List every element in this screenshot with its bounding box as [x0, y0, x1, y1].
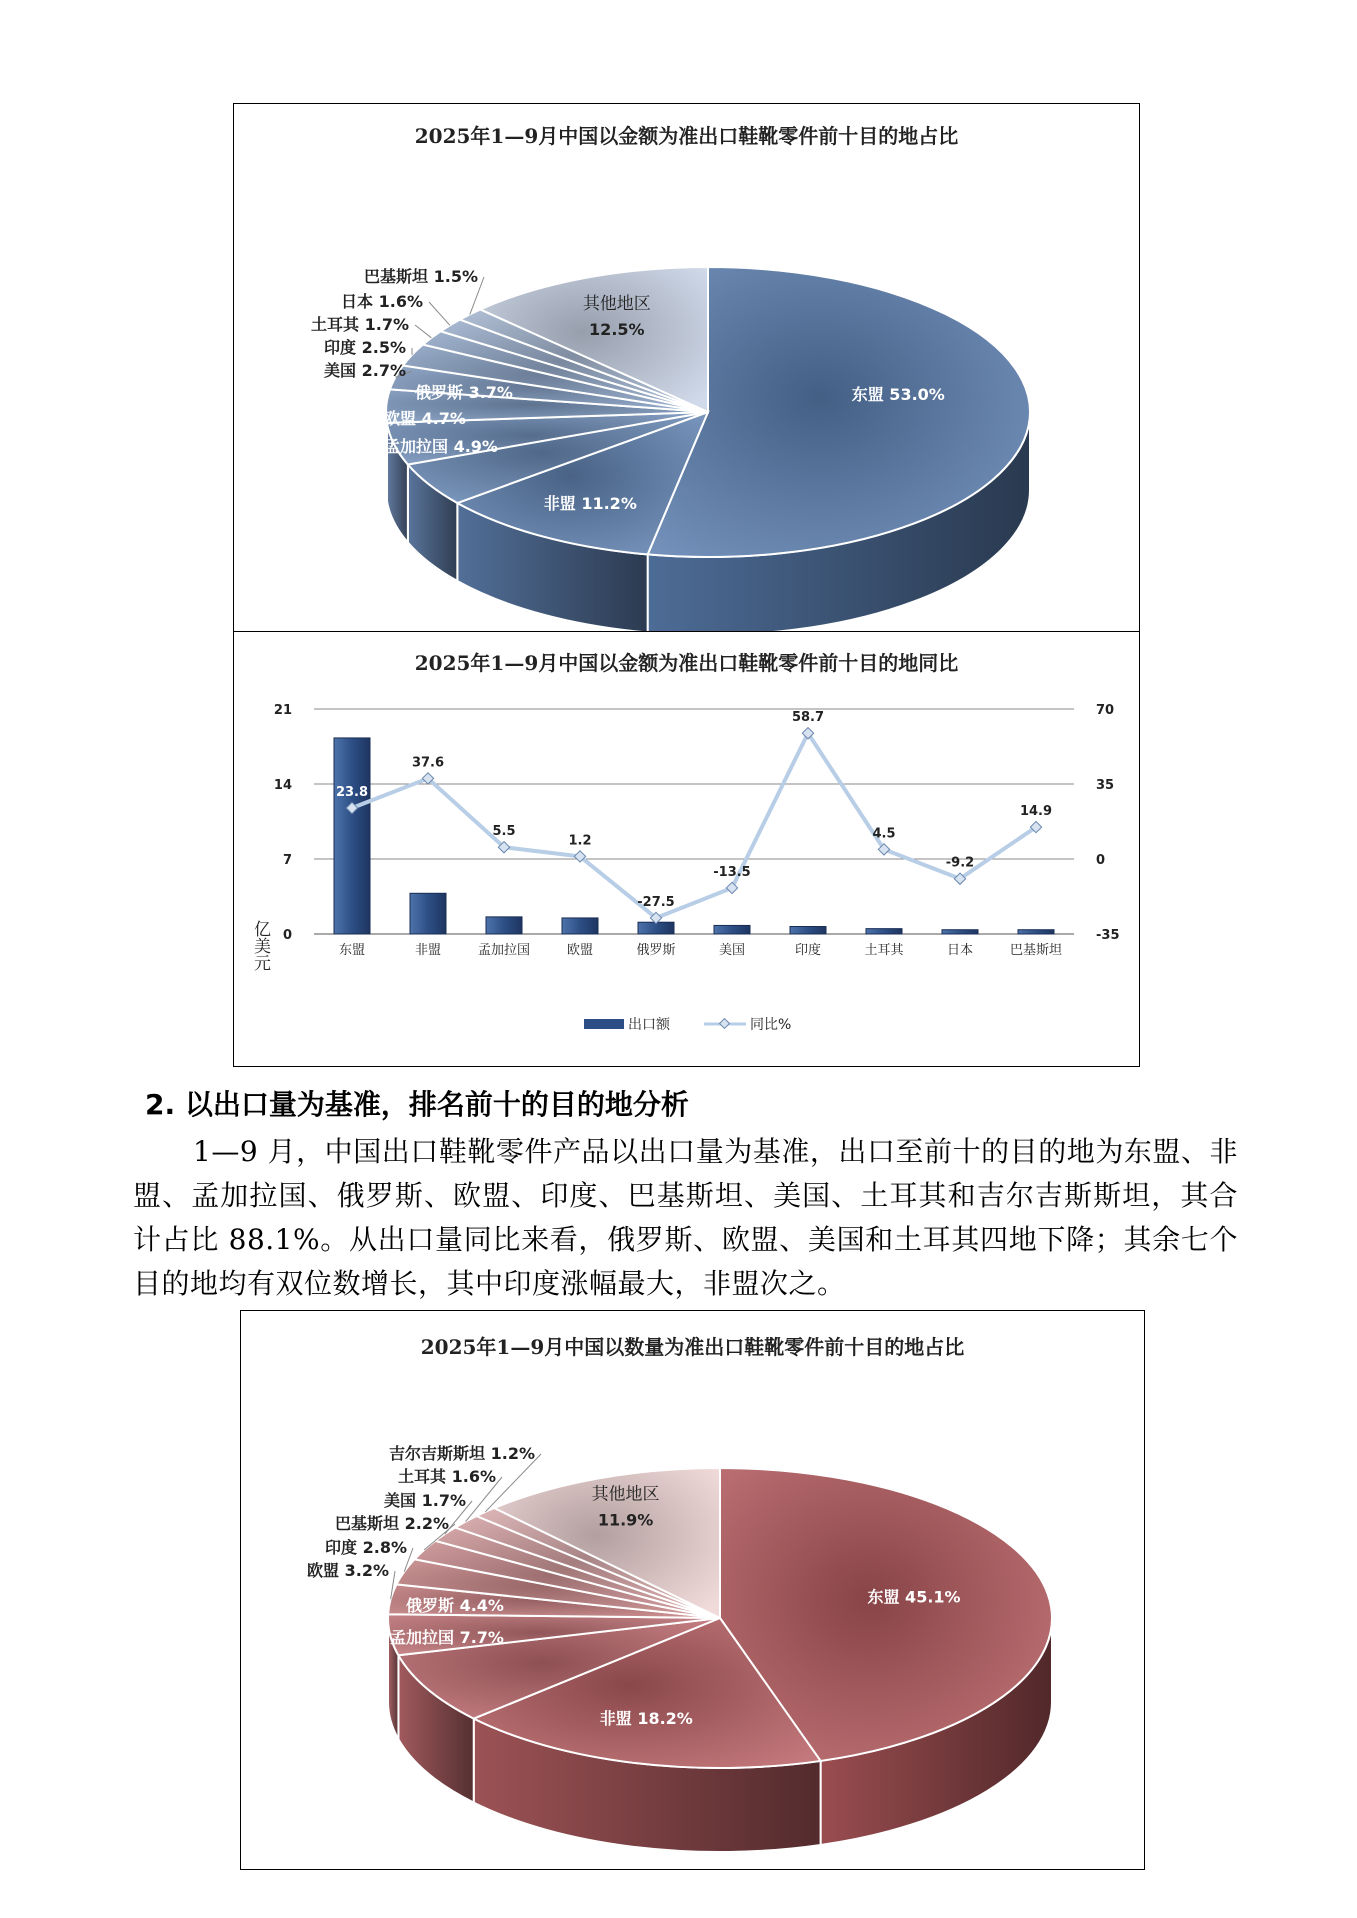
pie-label-东盟: 东盟 45.1%	[867, 1587, 961, 1607]
pie-label-巴基斯坦: 巴基斯坦 1.5%	[364, 267, 478, 286]
yoy-label-美国: -13.5	[713, 864, 751, 880]
other-region-label: 其他地区	[582, 293, 651, 314]
bar-孟加拉国	[486, 917, 522, 934]
pie-label-孟加拉国: 孟加拉国 7.7%	[390, 1628, 504, 1647]
chart2-frame	[233, 631, 1140, 1067]
chart2-title: 2025年1—9月中国以金额为准出口鞋靴零件前十目的地同比	[414, 651, 959, 675]
chart1-pie	[234, 132, 1138, 632]
analysis-paragraph: 1—9 月，中国出口鞋靴零件产品以出口量为基准，出口至前十的目的地为东盟、非盟、孟加拉国、俄罗斯、欧盟、印度、巴基斯坦、美国、土耳其和吉尔吉斯斯坦，其合计占比 88.1%。从出口量同比来看，俄罗斯、欧盟、美国和土耳其四地下降；其余七个目的地均有双位数增长，其中印度涨幅最大，非盟次之。	[133, 1135, 1238, 1300]
pie-label-孟加拉国: 孟加拉国 4.9%	[384, 437, 498, 456]
bar-东盟	[334, 738, 370, 934]
other-region-label: 其他地区	[591, 1484, 660, 1505]
pie-label-土耳其: 土耳其 1.7%	[311, 315, 409, 334]
x-tick-印度: 印度	[794, 943, 822, 958]
pie-label-吉尔吉斯斯坦: 吉尔吉斯斯坦 1.2%	[389, 1444, 535, 1463]
yoy-label-东盟: 23.8	[335, 785, 369, 800]
y-right-tick: 70	[1096, 703, 1115, 718]
y-left-tick: 21	[273, 703, 292, 718]
pie-label-印度: 印度 2.8%	[325, 1538, 407, 1557]
pie-label-非盟: 非盟 18.2%	[599, 1708, 693, 1728]
x-tick-土耳其: 土耳其	[864, 943, 904, 958]
pie-label-印度: 印度 2.5%	[324, 338, 406, 357]
leader-line-日本	[429, 302, 450, 325]
chart1-frame	[233, 103, 1140, 633]
legend-bar-label: 出口额	[628, 1017, 670, 1033]
x-tick-非盟: 非盟	[414, 943, 442, 958]
bar-日本	[942, 930, 978, 934]
yoy-label-非盟: 37.6	[411, 755, 445, 771]
pie-label-土耳其: 土耳其 1.6%	[398, 1467, 496, 1486]
pie-label-欧盟: 欧盟 3.2%	[307, 1561, 389, 1580]
y-right-tick: 35	[1096, 778, 1115, 793]
bar-巴基斯坦	[1018, 930, 1054, 934]
yoy-label-孟加拉国: 5.5	[492, 824, 516, 840]
legend	[584, 1016, 791, 1033]
yoy-label-日本: -9.2	[945, 855, 975, 871]
y-left-tick: 14	[273, 778, 292, 793]
pie-label-东盟: 东盟 53.0%	[851, 384, 945, 404]
pie-label-欧盟: 欧盟 4.7%	[384, 409, 466, 428]
y-left-tick: 7	[282, 853, 292, 868]
yoy-label-印度: 58.7	[791, 710, 825, 726]
yoy-label-土耳其: 4.5	[872, 826, 896, 842]
pie-label-巴基斯坦: 巴基斯坦 2.2%	[335, 1514, 449, 1533]
x-tick-美国: 美国	[718, 943, 746, 958]
yoy-label-巴基斯坦: 14.9	[1019, 804, 1053, 820]
y-axis-label: 亿美元	[250, 920, 270, 971]
chart3-frame	[240, 1310, 1145, 1870]
y-left-tick: 0	[282, 928, 292, 943]
x-axis-labels	[339, 942, 1062, 958]
pie-label-美国: 美国 2.7%	[324, 361, 406, 380]
bar-欧盟	[562, 918, 598, 934]
x-tick-孟加拉国: 孟加拉国	[477, 943, 531, 958]
bar-非盟	[410, 893, 446, 934]
pie-label-美国: 美国 1.7%	[384, 1491, 466, 1510]
x-tick-俄罗斯: 俄罗斯	[636, 943, 676, 958]
pie-top-faces	[386, 267, 1030, 557]
bar-土耳其	[866, 929, 902, 934]
x-tick-巴基斯坦: 巴基斯坦	[1009, 943, 1063, 958]
section-heading: 2. 以出口量为基准，排名前十的目的地分析	[145, 1088, 689, 1121]
pie-label-俄罗斯: 俄罗斯 4.4%	[406, 1596, 504, 1615]
chart3-pie	[241, 1341, 1143, 1869]
yoy-line-series	[336, 710, 1052, 923]
bar-美国	[714, 925, 750, 934]
x-tick-日本: 日本	[946, 943, 974, 958]
other-region-value: 12.5%	[589, 319, 645, 339]
pie-label-非盟: 非盟 11.2%	[543, 493, 637, 513]
pie-label-日本: 日本 1.6%	[341, 292, 423, 311]
legend-line-marker	[720, 1019, 730, 1029]
yoy-label-俄罗斯: -27.5	[637, 894, 675, 910]
chart2-combo	[234, 632, 1138, 1066]
x-tick-东盟: 东盟	[338, 943, 366, 958]
pie-label-俄罗斯: 俄罗斯 3.7%	[415, 383, 513, 402]
yoy-line	[352, 733, 1036, 918]
legend-line-label: 同比%	[750, 1017, 792, 1033]
bar-印度	[790, 927, 826, 935]
gridlines	[274, 703, 1120, 943]
other-region-value: 11.9%	[597, 1510, 654, 1530]
leader-line-土耳其	[415, 325, 431, 338]
chart3-title: 2025年1—9月中国以数量为准出口鞋靴零件前十目的地占比	[420, 1335, 965, 1359]
y-right-tick: -35	[1096, 928, 1120, 943]
x-tick-欧盟: 欧盟	[566, 943, 594, 958]
pie-top-faces	[388, 1468, 1052, 1768]
chart1-title: 2025年1—9月中国以金额为准出口鞋靴零件前十目的地占比	[414, 124, 959, 148]
yoy-label-欧盟: 1.2	[568, 833, 592, 849]
legend-bar-swatch	[584, 1019, 624, 1029]
y-right-tick: 0	[1096, 853, 1106, 868]
